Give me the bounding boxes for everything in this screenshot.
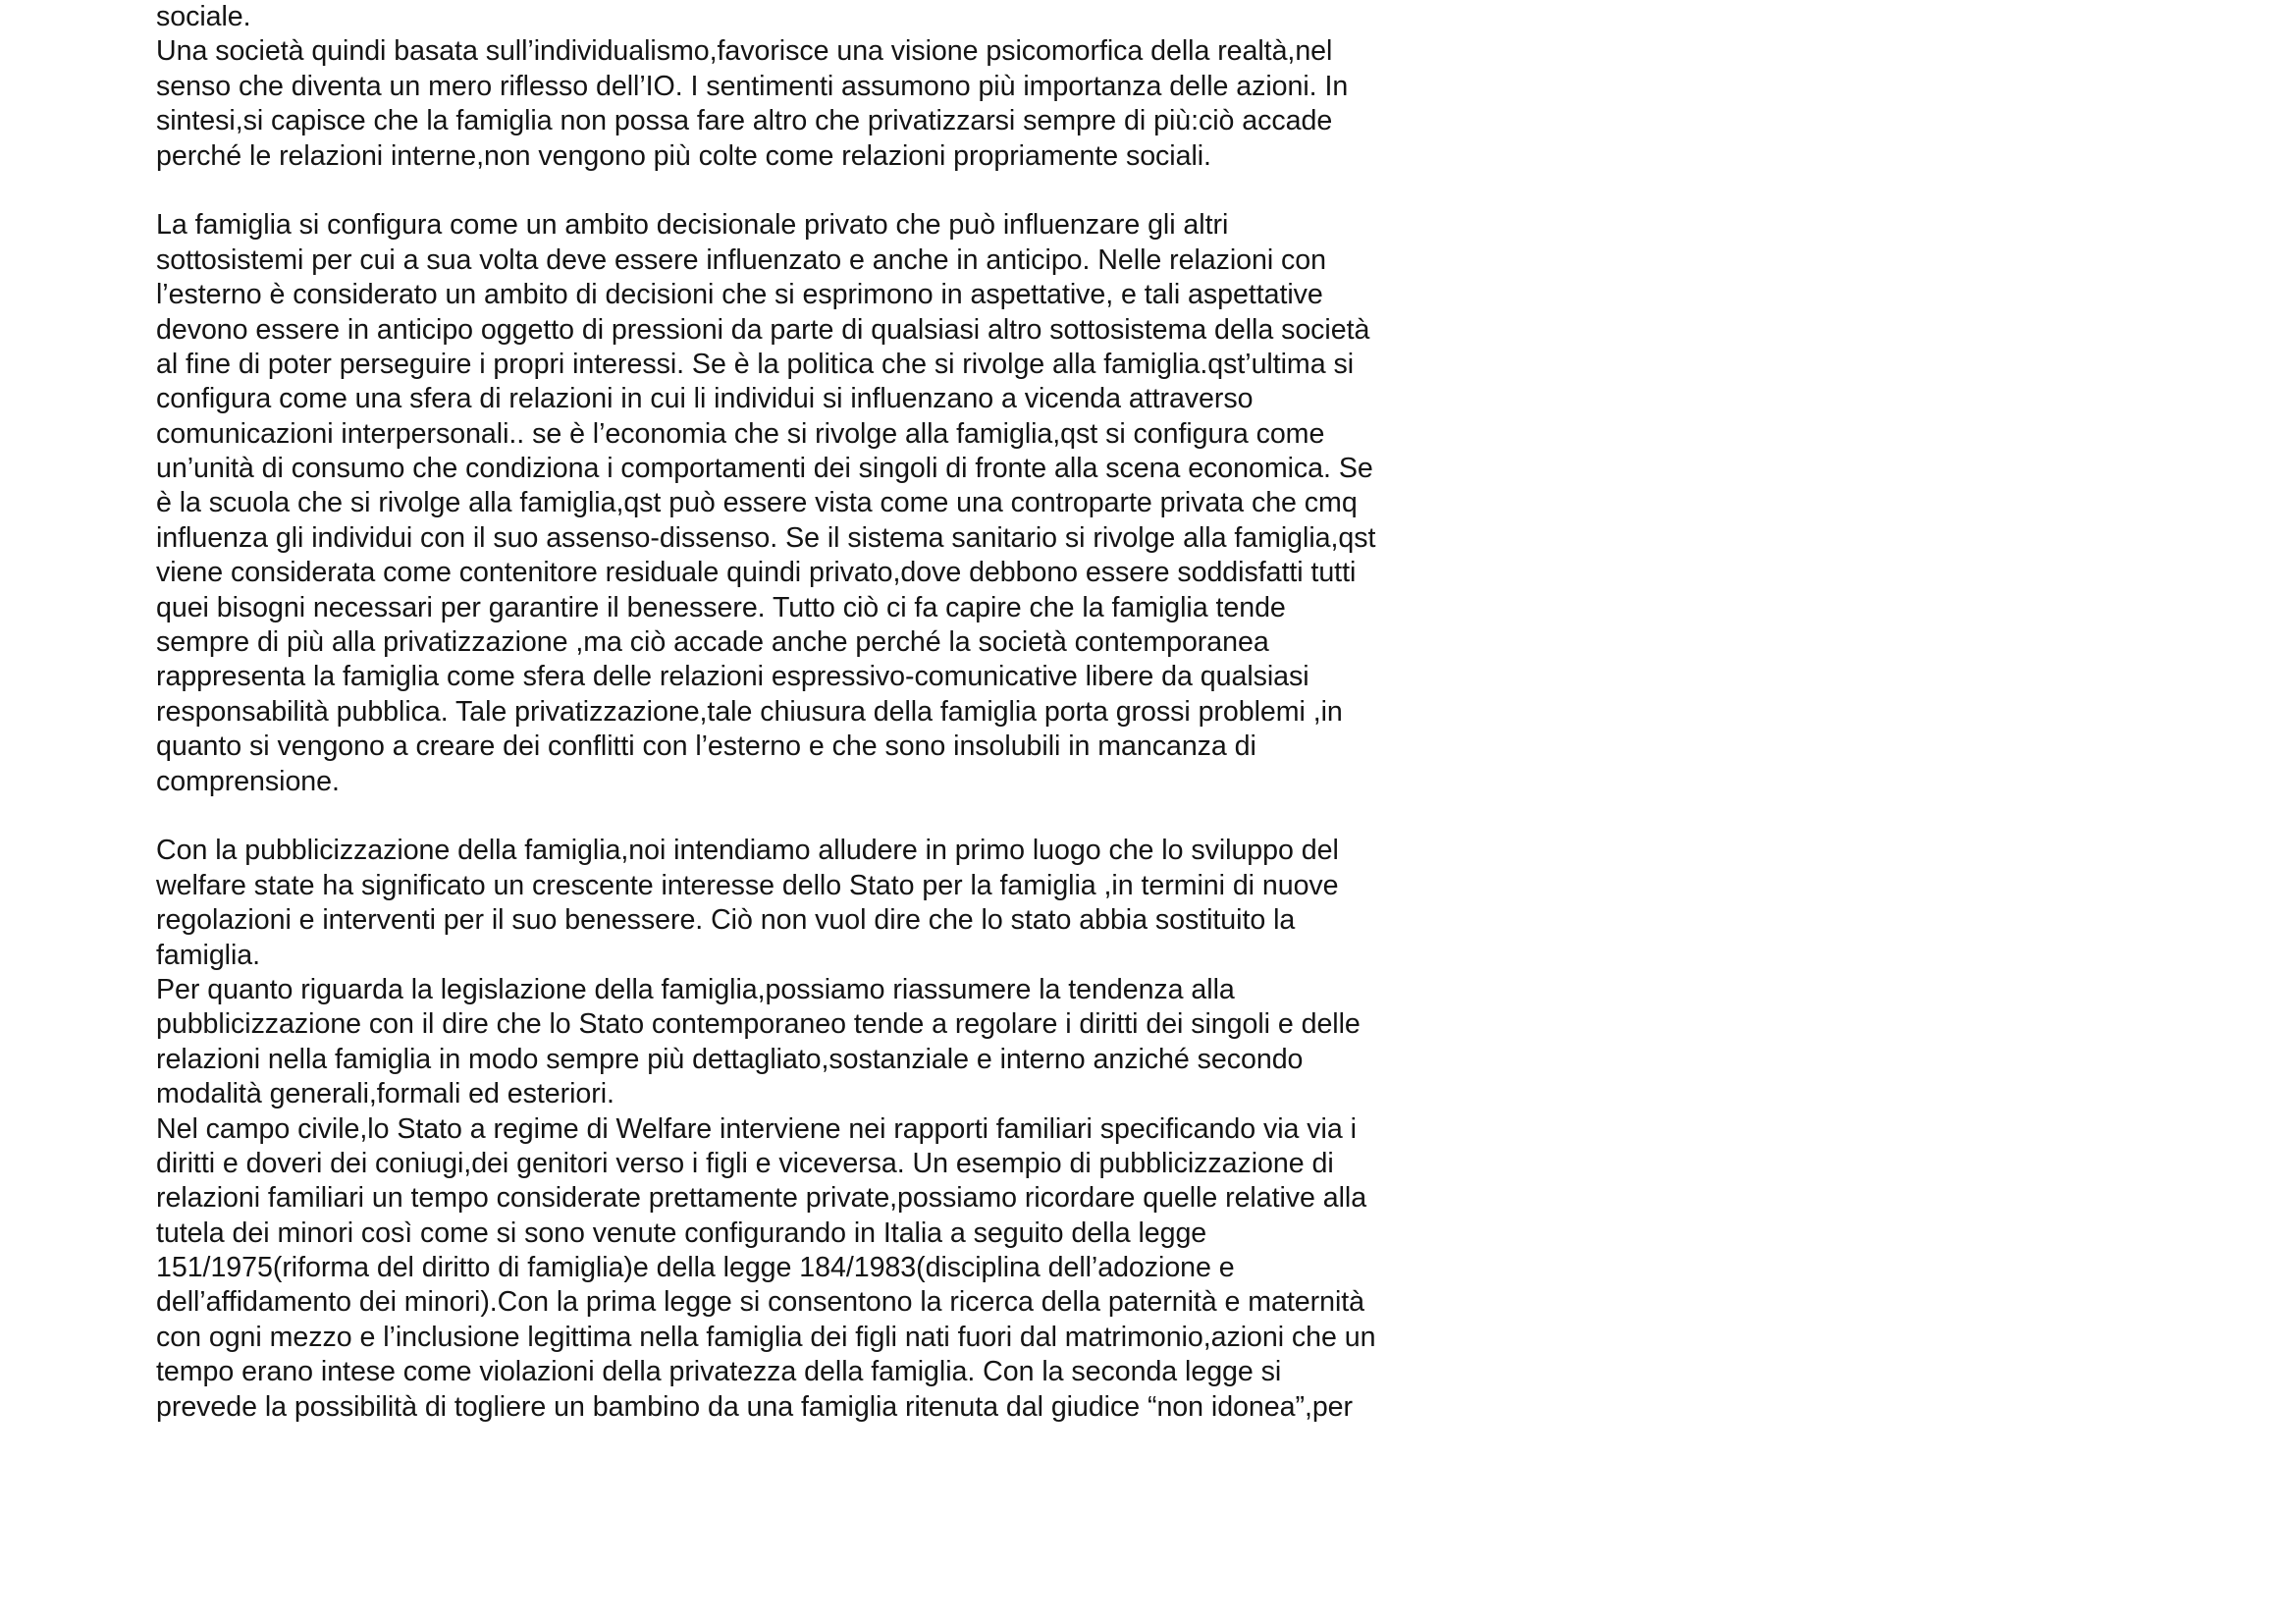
text-line: sottosistemi per cui a sua volta deve essere influenzato e anche in anticipo. Nelle relazioni con	[156, 243, 1326, 276]
paragraph-gap	[156, 174, 1530, 208]
text-line: famiglia.	[156, 939, 261, 971]
text-line: modalità generali,formali ed esteriori.	[156, 1078, 614, 1110]
text-line: al fine di poter perseguire i propri interessi. Se è la politica che si rivolge alla famiglia.qst’ultima si	[156, 348, 1354, 380]
text-line: senso che diventa un mero riflesso dell’IO. I sentimenti assumono più importanza delle azioni. In	[156, 70, 1349, 102]
text-line: relazioni familiari un tempo considerate prettamente private,possiamo ricordare quelle relative alla	[156, 1182, 1367, 1215]
text-line: comprensione.	[156, 765, 340, 797]
text-line: perché le relazioni interne,non vengono più colte come relazioni propriamente sociali.	[156, 139, 1211, 172]
text-line: pubblicizzazione con il dire che lo Stato contemporaneo tende a regolare i diritti dei singoli e delle	[156, 1008, 1361, 1041]
text-line: con ogni mezzo e l’inclusione legittima nella famiglia dei figli nati fuori dal matrimonio,azioni che un	[156, 1321, 1376, 1353]
text-line: dell’affidamento dei minori).Con la prima legge si consentono la ricerca della paternità e maternità	[156, 1286, 1365, 1319]
text-line: Con la pubblicizzazione della famiglia,noi intendiamo alludere in primo luogo che lo sviluppo del	[156, 835, 1339, 867]
text-line: viene considerata come contenitore residuale quindi privato,dove debbono essere soddisfatti tutti	[156, 557, 1357, 589]
text-line: prevede la possibilità di togliere un bambino da una famiglia ritenuta dal giudice “non idonea”,per	[156, 1390, 1354, 1423]
text-line: 151/1975(riforma del diritto di famiglia)e della legge 184/1983(disciplina dell’adozione e	[156, 1252, 1235, 1284]
text-line: sintesi,si capisce che la famiglia non possa fare altro che privatizzarsi sempre di più:ciò accade	[156, 105, 1333, 137]
text-line: sempre di più alla privatizzazione ,ma ciò accade anche perché la società contemporanea	[156, 626, 1269, 659]
text-line: comunicazioni interpersonali.. se è l’economia che si rivolge alla famiglia,qst si configura come	[156, 417, 1325, 450]
text-line: relazioni nella famiglia in modo sempre più dettagliato,sostanziale e interno anziché secondo	[156, 1043, 1304, 1075]
text-line: sociale.	[156, 1, 251, 32]
paragraph-gap	[156, 799, 1530, 834]
text-line: influenza gli individui con il suo assenso-dissenso. Se il sistema sanitario si rivolge alla famiglia,qst	[156, 521, 1376, 554]
text-line: quanto si vengono a creare dei conflitti con l’esterno e che sono insolubili in mancanza di	[156, 730, 1256, 763]
text-line: regolazioni e interventi per il suo benessere. Ciò non vuol dire che lo stato abbia sostituito la	[156, 904, 1296, 937]
text-line: configura come una sfera di relazioni in cui li individui si influenzano a vicenda attraverso	[156, 383, 1254, 415]
text-line: responsabilità pubblica. Tale privatizzazione,tale chiusura della famiglia porta grossi problemi ,in	[156, 695, 1343, 728]
text-line: Una società quindi basata sull’individualismo,favorisce una visione psicomorfica della realtà,nel	[156, 35, 1333, 68]
text-line: tutela dei minori così come si sono venute configurando in Italia a seguito della legge	[156, 1217, 1207, 1249]
text-line: Nel campo civile,lo Stato a regime di Welfare interviene nei rapporti familiari specificando via via i	[156, 1112, 1357, 1145]
text-column	[156, 0, 1530, 1425]
text-line: un’unità di consumo che condiziona i comportamenti dei singoli di fronte alla scena economica. Se	[156, 453, 1373, 485]
text-line: La famiglia si configura come un ambito decisionale privato che può influenzare gli altri	[156, 209, 1229, 242]
text-line: tempo erano intese come violazioni della privatezza della famiglia. Con la seconda legge si	[156, 1356, 1282, 1388]
text-line: devono essere in anticipo oggetto di pressioni da parte di qualsiasi altro sottosistema della società	[156, 313, 1370, 346]
text-line: diritti e doveri dei coniugi,dei genitori verso i figli e viceversa. Un esempio di pubblicizzazione di	[156, 1147, 1334, 1179]
text-line: quei bisogni necessari per garantire il benessere. Tutto ciò ci fa capire che la famiglia tende	[156, 591, 1286, 623]
text-line: rappresenta la famiglia come sfera delle relazioni espressivo-comunicative libere da qualsiasi	[156, 661, 1309, 693]
text-line: welfare state ha significato un crescente interesse dello Stato per la famiglia ,in termini di nuove	[156, 869, 1339, 901]
text-line: l’esterno è considerato un ambito di decisioni che si esprimono in aspettative, e tali aspettative	[156, 279, 1323, 311]
text-line: Per quanto riguarda la legislazione della famiglia,possiamo riassumere la tendenza alla	[156, 973, 1235, 1005]
text-line: è la scuola che si rivolge alla famiglia,qst può essere vista come una controparte privata che cmq	[156, 487, 1358, 519]
